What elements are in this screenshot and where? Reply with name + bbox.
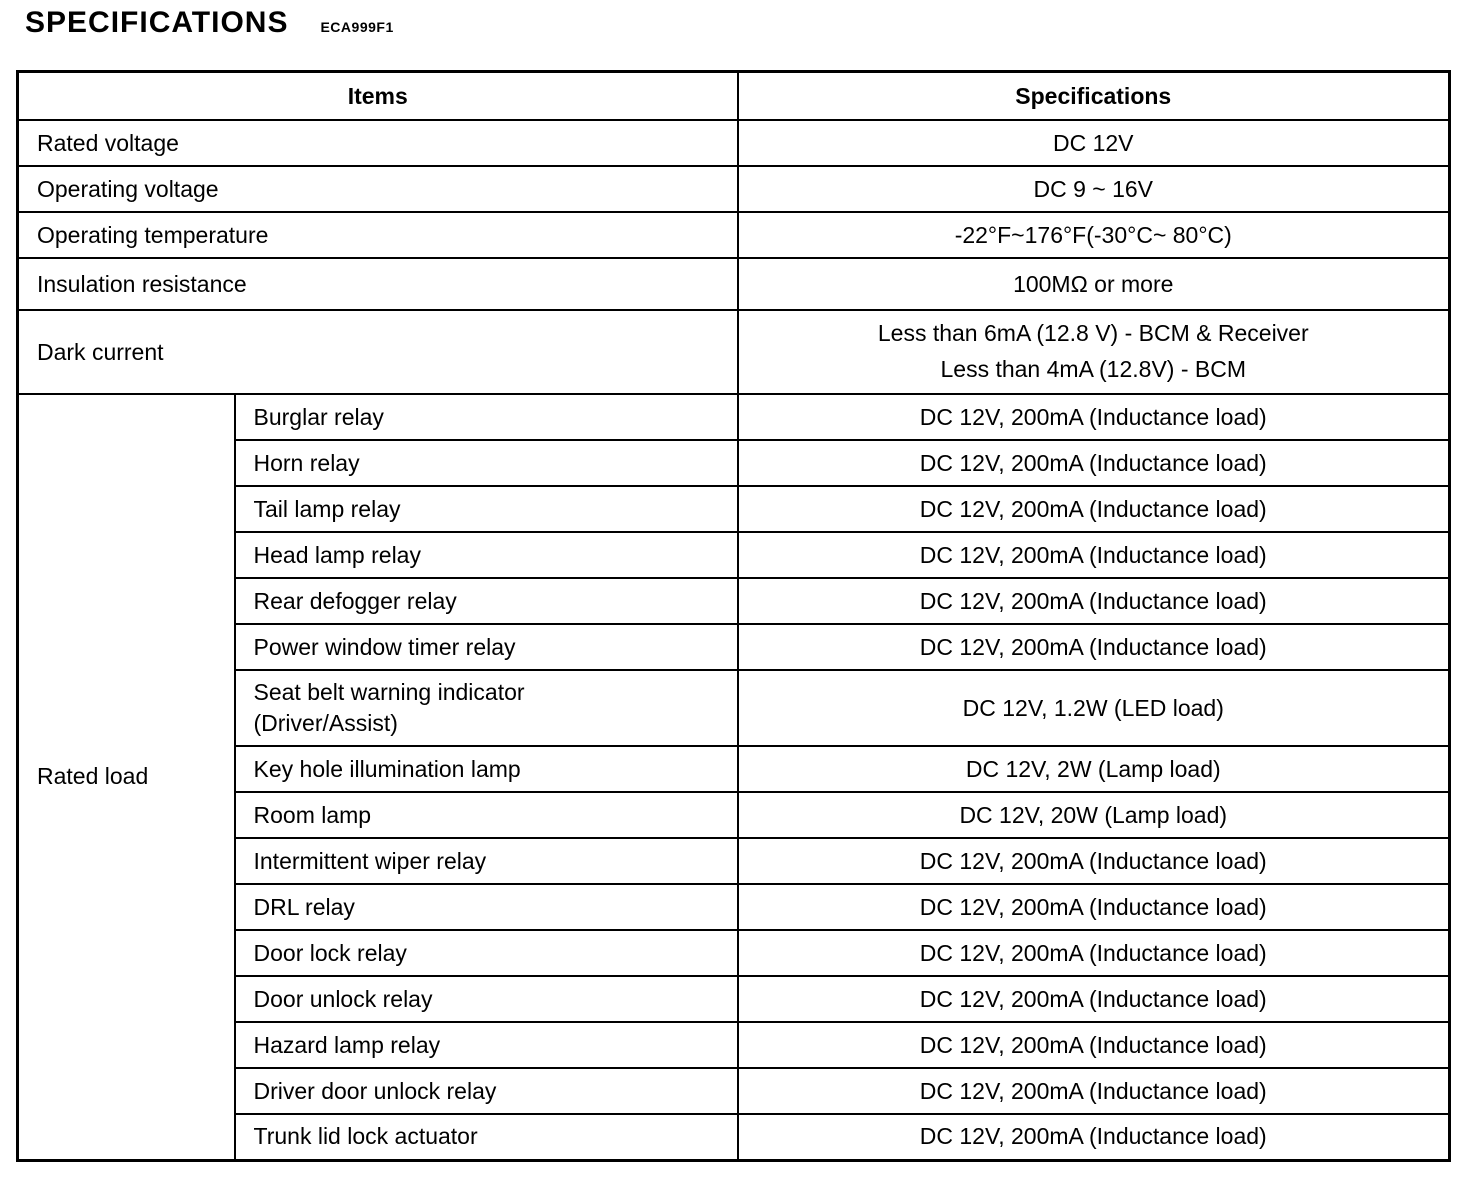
spec-cell: DC 12V, 200mA (Inductance load)	[738, 624, 1450, 670]
item-cell: Operating temperature	[18, 212, 738, 258]
spec-cell: DC 12V, 200mA (Inductance load)	[738, 884, 1450, 930]
spec-cell: DC 12V, 200mA (Inductance load)	[738, 1114, 1450, 1160]
item-cell: Trunk lid lock actuator	[235, 1114, 738, 1160]
spec-cell: DC 12V, 200mA (Inductance load)	[738, 976, 1450, 1022]
item-cell: Operating voltage	[18, 166, 738, 212]
item-cell: DRL relay	[235, 884, 738, 930]
specifications-table	[16, 70, 1451, 1162]
dark-current-line-2: Less than 4mA (12.8V) - BCM	[940, 356, 1246, 382]
item-cell: Burglar relay	[235, 394, 738, 440]
title-row	[25, 6, 394, 40]
item-cell: Key hole illumination lamp	[235, 746, 738, 792]
column-header-specifications: Specifications	[738, 72, 1450, 121]
item-cell: Horn relay	[235, 440, 738, 486]
row-burglar-relay	[18, 394, 1450, 440]
item-cell: Dark current	[18, 310, 738, 394]
spec-cell: DC 12V, 200mA (Inductance load)	[738, 394, 1450, 440]
spec-cell: DC 12V, 200mA (Inductance load)	[738, 838, 1450, 884]
item-cell: Tail lamp relay	[235, 486, 738, 532]
row-dark-current	[18, 310, 1450, 394]
spec-cell: DC 9 ~ 16V	[738, 166, 1450, 212]
item-cell: Rear defogger relay	[235, 578, 738, 624]
spec-cell: -22°F~176°F(-30°C~ 80°C)	[738, 212, 1450, 258]
item-cell: Door lock relay	[235, 930, 738, 976]
page-title: SPECIFICATIONS	[25, 6, 289, 39]
column-header-items: Items	[18, 72, 738, 121]
spec-cell: 100MΩ or more	[738, 258, 1450, 310]
spec-cell: DC 12V, 200mA (Inductance load)	[738, 1068, 1450, 1114]
rated-load-label: Rated load	[18, 394, 235, 1160]
item-cell: Head lamp relay	[235, 532, 738, 578]
row-operating-voltage	[18, 166, 1450, 212]
row-operating-temperature	[18, 212, 1450, 258]
spec-cell	[738, 310, 1450, 394]
item-cell: Driver door unlock relay	[235, 1068, 738, 1114]
item-cell: Hazard lamp relay	[235, 1022, 738, 1068]
item-cell: Rated voltage	[18, 120, 738, 166]
header-row	[18, 72, 1450, 121]
spec-cell: DC 12V, 200mA (Inductance load)	[738, 532, 1450, 578]
spec-cell: DC 12V, 200mA (Inductance load)	[738, 1022, 1450, 1068]
item-cell: Insulation resistance	[18, 258, 738, 310]
item-cell: Intermittent wiper relay	[235, 838, 738, 884]
item-cell: Power window timer relay	[235, 624, 738, 670]
row-rated-voltage	[18, 120, 1450, 166]
spec-cell: DC 12V, 200mA (Inductance load)	[738, 486, 1450, 532]
row-insulation-resistance	[18, 258, 1450, 310]
spec-cell: DC 12V, 200mA (Inductance load)	[738, 930, 1450, 976]
item-cell: Room lamp	[235, 792, 738, 838]
item-cell: Door unlock relay	[235, 976, 738, 1022]
spec-cell: DC 12V, 200mA (Inductance load)	[738, 578, 1450, 624]
page-code: ECA999F1	[320, 19, 394, 35]
spec-cell: DC 12V	[738, 120, 1450, 166]
seat-belt-line-2: (Driver/Assist)	[253, 710, 398, 736]
seat-belt-line-1: Seat belt warning indicator	[253, 678, 525, 705]
spec-cell: DC 12V, 20W (Lamp load)	[738, 792, 1450, 838]
item-cell	[235, 670, 738, 746]
spec-cell: DC 12V, 200mA (Inductance load)	[738, 440, 1450, 486]
spec-cell: DC 12V, 1.2W (LED load)	[738, 670, 1450, 746]
dark-current-line-1: Less than 6mA (12.8 V) - BCM & Receiver	[877, 320, 1309, 347]
spec-cell: DC 12V, 2W (Lamp load)	[738, 746, 1450, 792]
